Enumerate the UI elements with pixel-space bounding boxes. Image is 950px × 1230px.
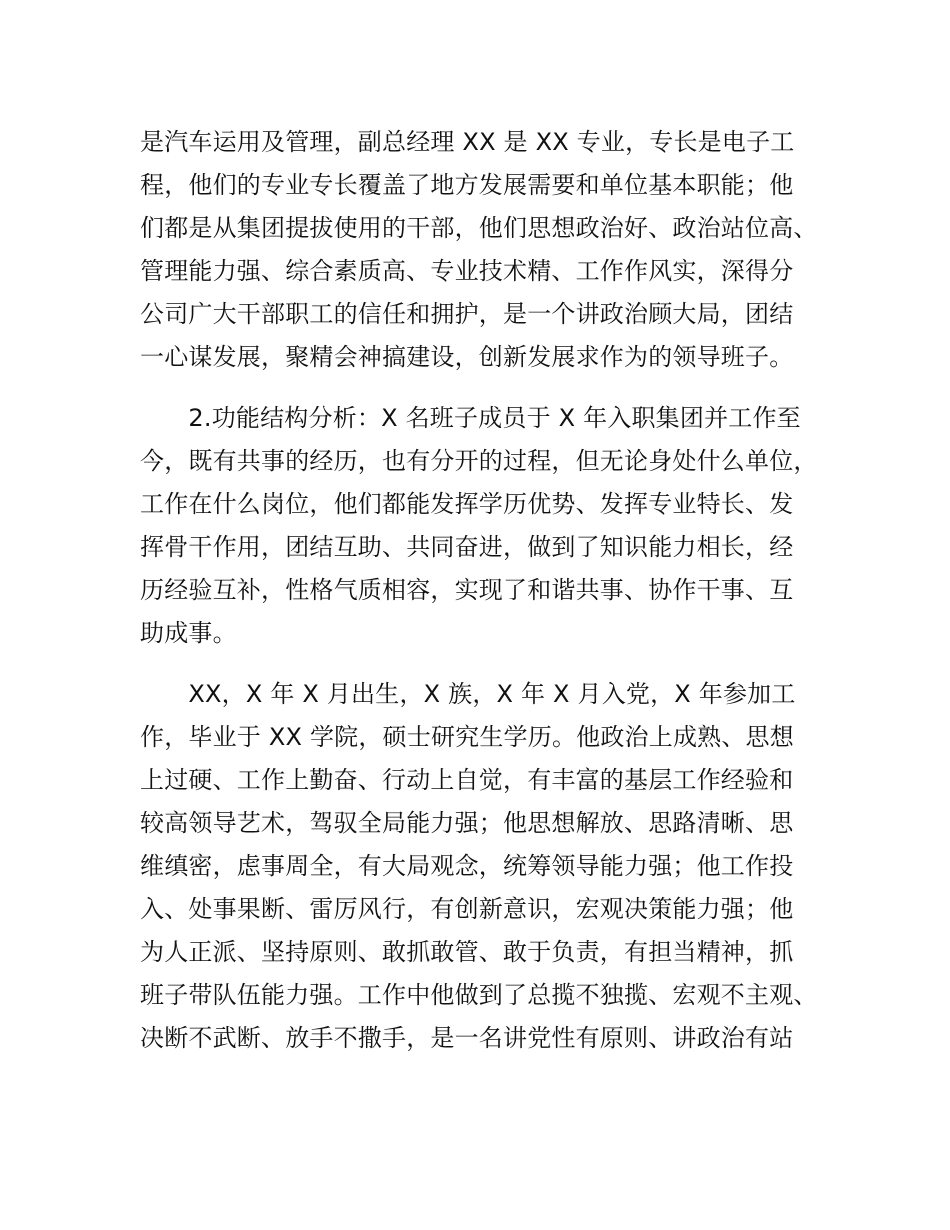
- text-line: 今，既有共事的经历，也有分开的过程，但无论身处什么单位，: [140, 447, 818, 475]
- text-line: 工作在什么岗位，他们都能发挥学历优势、发挥专业特长、发: [140, 490, 794, 518]
- text-line: 较高领导艺术，驾驭全局能力强；他思想解放、思路清晰、思: [140, 809, 794, 837]
- text-line: 历经验互补，性格气质相容，实现了和谐共事、协作干事、互: [140, 576, 794, 604]
- text-line: 班子带队伍能力强。工作中他做到了总揽不独揽、宏观不主观、: [140, 981, 818, 1009]
- text-line: 2.功能结构分析：X 名班子成员于 X 年入职集团并工作至: [140, 404, 801, 432]
- text-line: XX，X 年 X 月出生，X 族，X 年 X 月入党，X 年参加工: [140, 680, 796, 708]
- text-line: 一心谋发展，聚精会神搞建设，创新发展求作为的领导班子。: [140, 343, 794, 371]
- text-line: 是汽车运用及管理，副总经理 XX 是 XX 专业，专长是电子工: [140, 128, 795, 156]
- text-line: 们都是从集团提拔使用的干部，他们思想政治好、政治站位高、: [140, 214, 818, 242]
- text-line: 入、处事果断、雷厉风行，有创新意识，宏观决策能力强；他: [140, 895, 794, 923]
- text-line: 为人正派、坚持原则、敢抓敢管、敢于负责，有担当精神，抓: [140, 938, 794, 966]
- text-line: 程，他们的专业专长覆盖了地方发展需要和单位基本职能；他: [140, 171, 794, 199]
- text-line: 管理能力强、综合素质高、专业技术精、工作作风实，深得分: [140, 257, 794, 285]
- text-line: 公司广大干部职工的信任和拥护，是一个讲政治顾大局，团结: [140, 300, 794, 328]
- text-line: 决断不武断、放手不撒手，是一名讲党性有原则、讲政治有站: [140, 1024, 794, 1052]
- text-line: 作，毕业于 XX 学院，硕士研究生学历。他政治上成熟、思想: [140, 723, 794, 751]
- text-line: 挥骨干作用，团结互助、共同奋进，做到了知识能力相长，经: [140, 533, 794, 561]
- text-line: 助成事。: [140, 619, 237, 647]
- text-line: 上过硬、工作上勤奋、行动上自觉，有丰富的基层工作经验和: [140, 766, 794, 794]
- text-line: 维缜密，虑事周全，有大局观念，统筹领导能力强；他工作投: [140, 852, 794, 880]
